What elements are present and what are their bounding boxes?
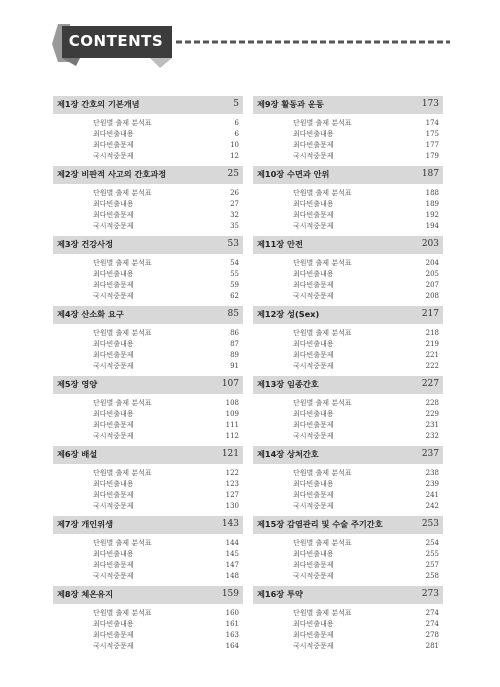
toc-item-label: 국시적중문제 (93, 292, 134, 300)
toc-item-label: 국시적중문제 (293, 362, 334, 370)
toc-item-label: 단원별 출제 분석표 (293, 539, 352, 547)
toc-item-label: 최다빈출문제 (293, 281, 334, 289)
toc-item-page-number: 62 (230, 292, 239, 300)
toc-item-label: 단원별 출제 분석표 (93, 259, 152, 267)
toc-item-label: 최다빈출문제 (93, 281, 134, 289)
toc-item-page-number: 179 (425, 152, 439, 160)
toc-item-page-number: 87 (230, 340, 239, 348)
toc-item-label: 최다빈출내용 (93, 340, 134, 348)
toc-item-page-number: 89 (230, 351, 239, 359)
toc-item-label: 단원별 출제 분석표 (93, 189, 152, 197)
chapter-items (53, 258, 243, 302)
toc-item[interactable] (53, 468, 243, 479)
toc-chapter (253, 236, 443, 306)
toc-item-page-number: 6 (234, 119, 239, 127)
toc-chapter (253, 166, 443, 236)
toc-item-page-number: 188 (425, 189, 439, 197)
toc-item-page-number: 54 (230, 259, 239, 267)
toc-item-page-number: 127 (225, 491, 239, 499)
toc-item-page-number: 164 (225, 642, 239, 650)
chapter-title: 제15장 감염관리 및 수술 주기간호 (257, 519, 383, 529)
toc-item-label: 최다빈출문제 (293, 491, 334, 499)
toc-item-label: 최다빈출내용 (293, 480, 334, 488)
toc-item-page-number: 232 (425, 432, 439, 440)
toc-item[interactable] (253, 118, 443, 129)
toc-item[interactable] (53, 210, 243, 221)
toc-item-page-number: 6 (234, 130, 239, 138)
toc-chapter (253, 306, 443, 376)
chapter-page-number: 5 (233, 99, 239, 109)
chapter-header[interactable] (53, 306, 243, 324)
chapter-title: 제3장 건강사정 (57, 239, 114, 249)
toc-chapter (53, 516, 243, 586)
chapter-items (53, 608, 243, 652)
toc-item[interactable] (253, 538, 443, 549)
toc-item-label: 단원별 출제 분석표 (93, 469, 152, 477)
toc-item-label: 국시적중문제 (293, 152, 334, 160)
page-title: CONTENTS (68, 32, 164, 50)
chapter-page-number: 107 (221, 379, 239, 389)
toc-item-page-number: 26 (230, 189, 239, 197)
chapter-items (53, 398, 243, 442)
toc-item[interactable] (253, 361, 443, 372)
toc-item-page-number: 145 (225, 550, 239, 558)
toc-item[interactable] (253, 431, 443, 442)
chapter-header[interactable] (53, 96, 243, 114)
chapter-title: 제5장 영양 (57, 379, 98, 389)
toc-item[interactable] (253, 608, 443, 619)
toc-item-page-number: 238 (425, 469, 439, 477)
toc-item[interactable] (53, 479, 243, 490)
toc-item-label: 최다빈출내용 (93, 270, 134, 278)
chapter-header[interactable] (253, 166, 443, 184)
toc-item-page-number: 144 (225, 539, 239, 547)
toc-item-page-number: 27 (230, 200, 239, 208)
chapter-items (253, 118, 443, 162)
toc-item-label: 국시적중문제 (293, 222, 334, 230)
toc-item-label: 최다빈출내용 (293, 550, 334, 558)
chapter-page-number: 187 (421, 169, 439, 179)
toc-item[interactable] (253, 339, 443, 350)
toc-item-page-number: 147 (225, 561, 239, 569)
chapter-items (53, 468, 243, 512)
chapter-header[interactable] (53, 236, 243, 254)
toc-item[interactable] (53, 608, 243, 619)
toc-item-label: 국시적중문제 (293, 292, 334, 300)
toc-item[interactable] (53, 431, 243, 442)
chapter-items (53, 188, 243, 232)
toc-item[interactable] (253, 468, 443, 479)
chapter-title: 제7장 개인위생 (57, 519, 114, 529)
toc-item-page-number: 258 (425, 572, 439, 580)
toc-item-label: 국시적중문제 (93, 152, 134, 160)
chapter-header[interactable] (53, 586, 243, 604)
toc-item-page-number: 242 (425, 502, 439, 510)
toc-item-label: 최다빈출내용 (93, 480, 134, 488)
toc-item[interactable] (53, 221, 243, 232)
toc-item-page-number: 208 (425, 292, 439, 300)
toc-item-label: 단원별 출제 분석표 (93, 399, 152, 407)
toc-item[interactable] (53, 641, 243, 652)
toc-item-page-number: 175 (425, 130, 439, 138)
toc-item[interactable] (53, 291, 243, 302)
chapter-page-number: 143 (221, 519, 239, 529)
chapter-items (253, 188, 443, 232)
toc-item-label: 최다빈출내용 (293, 200, 334, 208)
toc-item-label: 최다빈출문제 (293, 631, 334, 639)
toc-item-page-number: 254 (425, 539, 439, 547)
chapter-items (253, 468, 443, 512)
toc-item-page-number: 207 (425, 281, 439, 289)
toc-item-label: 최다빈출문제 (93, 421, 134, 429)
toc-item-page-number: 10 (230, 141, 239, 149)
toc-item[interactable] (253, 398, 443, 409)
toc-item[interactable] (253, 490, 443, 501)
toc-item[interactable] (53, 269, 243, 280)
toc-item-page-number: 177 (425, 141, 439, 149)
toc-item[interactable] (253, 420, 443, 431)
chapter-items (253, 608, 443, 652)
chapter-header[interactable] (253, 446, 443, 464)
toc-item[interactable] (53, 280, 243, 291)
chapter-header[interactable] (253, 376, 443, 394)
toc-item-label: 국시적중문제 (93, 642, 134, 650)
toc-item-page-number: 32 (230, 211, 239, 219)
toc-item-label: 최다빈출문제 (293, 141, 334, 149)
toc-chapter (253, 586, 443, 656)
toc-item-label: 최다빈출내용 (293, 270, 334, 278)
toc-item-page-number: 122 (225, 469, 239, 477)
chapter-header[interactable] (53, 376, 243, 394)
chapter-page-number: 121 (221, 449, 239, 459)
toc-chapter (53, 166, 243, 236)
toc-item[interactable] (53, 420, 243, 431)
toc-item[interactable] (253, 549, 443, 560)
toc-item[interactable] (253, 328, 443, 339)
toc-item[interactable] (53, 118, 243, 129)
toc-item-page-number: 281 (425, 642, 439, 650)
toc-item-page-number: 59 (230, 281, 239, 289)
chapter-header[interactable] (53, 166, 243, 184)
toc-item-label: 최다빈출문제 (93, 211, 134, 219)
chapter-items (253, 328, 443, 372)
toc-chapter (53, 236, 243, 306)
toc-item-page-number: 163 (225, 631, 239, 639)
toc-item-label: 국시적중문제 (93, 362, 134, 370)
toc-item-page-number: 231 (425, 421, 439, 429)
toc-item-label: 국시적중문제 (93, 572, 134, 580)
chapter-page-number: 253 (421, 519, 439, 529)
toc-item-page-number: 194 (425, 222, 439, 230)
toc-item[interactable] (253, 560, 443, 571)
toc-item[interactable] (53, 339, 243, 350)
toc-item-label: 최다빈출문제 (93, 141, 134, 149)
chapter-page-number: 203 (421, 239, 439, 249)
chapter-page-number: 173 (421, 99, 439, 109)
toc-item-label: 국시적중문제 (93, 432, 134, 440)
toc-item-label: 최다빈출내용 (293, 620, 334, 628)
toc-item-page-number: 91 (230, 362, 239, 370)
toc-item-page-number: 257 (425, 561, 439, 569)
toc-item-page-number: 55 (230, 270, 239, 278)
toc-item[interactable] (53, 188, 243, 199)
toc-item[interactable] (253, 619, 443, 630)
toc-item-label: 최다빈출내용 (293, 130, 334, 138)
toc-item-page-number: 239 (425, 480, 439, 488)
toc-item[interactable] (53, 409, 243, 420)
chapter-header[interactable] (253, 586, 443, 604)
toc-item-page-number: 108 (225, 399, 239, 407)
toc-chapter (53, 306, 243, 376)
toc-item[interactable] (253, 291, 443, 302)
toc-item-page-number: 148 (225, 572, 239, 580)
toc-item[interactable] (253, 280, 443, 291)
chapter-page-number: 53 (227, 239, 239, 249)
toc-item-label: 최다빈출문제 (93, 561, 134, 569)
toc-item-page-number: 278 (425, 631, 439, 639)
toc-item[interactable] (253, 210, 443, 221)
toc-item[interactable] (253, 188, 443, 199)
toc-chapter (53, 376, 243, 446)
chapter-title: 제4장 산소화 요구 (57, 309, 124, 319)
toc-item-label: 국시적중문제 (293, 572, 334, 580)
toc-item-label: 최다빈출내용 (93, 200, 134, 208)
toc-item-page-number: 255 (425, 550, 439, 558)
toc-item[interactable] (253, 641, 443, 652)
chapter-title: 제8장 체온유지 (57, 589, 114, 599)
toc-item-page-number: 174 (425, 119, 439, 127)
toc-item-label: 국시적중문제 (93, 502, 134, 510)
toc-item[interactable] (53, 129, 243, 140)
chapter-title: 제14장 상처간호 (257, 449, 319, 459)
toc-item-label: 국시적중문제 (293, 432, 334, 440)
toc-item-label: 단원별 출제 분석표 (93, 119, 152, 127)
toc-item[interactable] (53, 140, 243, 151)
toc-item-label: 국시적중문제 (293, 502, 334, 510)
toc-item-page-number: 111 (225, 421, 239, 429)
chapter-title: 제6장 배설 (57, 449, 98, 459)
toc-item-page-number: 12 (230, 152, 239, 160)
toc-item-page-number: 274 (425, 609, 439, 617)
toc-item-page-number: 112 (225, 432, 239, 440)
toc-item-label: 단원별 출제 분석표 (93, 609, 152, 617)
toc-item-label: 단원별 출제 분석표 (93, 539, 152, 547)
toc-item-label: 최다빈출문제 (293, 211, 334, 219)
toc-item-page-number: 222 (425, 362, 439, 370)
toc-item-page-number: 161 (225, 620, 239, 628)
toc-chapter (253, 376, 443, 446)
toc-item-label: 최다빈출내용 (93, 410, 134, 418)
chapter-page-number: 227 (421, 379, 439, 389)
toc-item[interactable] (253, 409, 443, 420)
toc-item[interactable] (53, 549, 243, 560)
toc-item-label: 최다빈출내용 (93, 550, 134, 558)
toc-item-label: 국시적중문제 (93, 222, 134, 230)
toc-item-label: 단원별 출제 분석표 (93, 329, 152, 337)
chapter-header[interactable] (53, 446, 243, 464)
toc-item-label: 단원별 출제 분석표 (293, 469, 352, 477)
chapter-page-number: 237 (421, 449, 439, 459)
toc-chapter (53, 446, 243, 516)
toc-item-label: 단원별 출제 분석표 (293, 399, 352, 407)
chapter-items (53, 118, 243, 162)
toc-item-label: 최다빈출문제 (93, 491, 134, 499)
toc-item[interactable] (253, 221, 443, 232)
toc-item-label: 최다빈출문제 (293, 561, 334, 569)
toc-chapter (253, 96, 443, 166)
toc-item-label: 최다빈출내용 (93, 620, 134, 628)
toc-item[interactable] (53, 258, 243, 269)
toc-item-page-number: 86 (230, 329, 239, 337)
toc-item[interactable] (53, 151, 243, 162)
toc-item[interactable] (253, 571, 443, 582)
chapter-items (53, 538, 243, 582)
toc-item-label: 최다빈출문제 (293, 351, 334, 359)
toc-item-label: 최다빈출문제 (93, 631, 134, 639)
toc-item-page-number: 204 (425, 259, 439, 267)
chapter-header[interactable] (253, 96, 443, 114)
toc-item-page-number: 123 (225, 480, 239, 488)
chapter-page-number: 25 (227, 169, 239, 179)
toc-item[interactable] (53, 501, 243, 512)
toc-column-left (53, 96, 243, 656)
chapter-title: 제12장 성(Sex) (257, 309, 320, 319)
toc-item[interactable] (53, 571, 243, 582)
chapter-title: 제11장 안전 (257, 239, 303, 249)
toc-item[interactable] (253, 350, 443, 361)
chapter-header[interactable] (253, 236, 443, 254)
chapter-items (53, 328, 243, 372)
chapter-page-number: 273 (421, 589, 439, 599)
chapter-title: 제16장 투약 (257, 589, 303, 599)
toc-item-label: 최다빈출내용 (293, 410, 334, 418)
toc-item-label: 최다빈출문제 (93, 351, 134, 359)
toc-item-page-number: 221 (425, 351, 439, 359)
toc-item[interactable] (253, 630, 443, 641)
contents-banner (0, 0, 500, 80)
toc-item[interactable] (53, 630, 243, 641)
toc-item[interactable] (53, 538, 243, 549)
toc-item[interactable] (253, 151, 443, 162)
toc-column-right (253, 96, 443, 656)
toc-item-label: 단원별 출제 분석표 (293, 259, 352, 267)
toc-item-page-number: 189 (425, 200, 439, 208)
toc-item[interactable] (253, 129, 443, 140)
toc-item-label: 단원별 출제 분석표 (293, 329, 352, 337)
chapter-title: 제13장 임종간호 (257, 379, 319, 389)
toc-item[interactable] (53, 350, 243, 361)
chapter-header[interactable] (253, 516, 443, 534)
toc-item-page-number: 274 (425, 620, 439, 628)
toc-item[interactable] (253, 501, 443, 512)
chapter-page-number: 85 (227, 309, 239, 319)
chapter-page-number: 159 (221, 589, 239, 599)
toc-item-page-number: 205 (425, 270, 439, 278)
toc-item[interactable] (253, 199, 443, 210)
toc-item-label: 최다빈출내용 (93, 130, 134, 138)
toc-item-page-number: 241 (425, 491, 439, 499)
toc-item-page-number: 228 (425, 399, 439, 407)
toc-item-page-number: 229 (425, 410, 439, 418)
toc-item[interactable] (253, 140, 443, 151)
toc-item-label: 최다빈출내용 (293, 340, 334, 348)
toc-item[interactable] (253, 479, 443, 490)
toc-item-page-number: 130 (225, 502, 239, 510)
toc-chapter (253, 516, 443, 586)
chapter-page-number: 217 (421, 309, 439, 319)
toc-item-page-number: 109 (225, 410, 239, 418)
toc-item-page-number: 192 (425, 211, 439, 219)
toc-item-label: 단원별 출제 분석표 (293, 609, 352, 617)
chapter-title: 제9장 활동과 운동 (257, 99, 324, 109)
toc-item[interactable] (53, 328, 243, 339)
toc-item[interactable] (253, 258, 443, 269)
chapter-title: 제1장 간호의 기본개념 (57, 99, 140, 109)
toc-item[interactable] (53, 398, 243, 409)
toc-item-page-number: 218 (425, 329, 439, 337)
chapter-title: 제2장 비판적 사고의 간호과정 (57, 169, 167, 179)
toc-item[interactable] (53, 490, 243, 501)
chapter-title: 제10장 수면과 안위 (257, 169, 330, 179)
toc-item-label: 단원별 출제 분석표 (293, 189, 352, 197)
toc-item-page-number: 219 (425, 340, 439, 348)
toc-item[interactable] (53, 619, 243, 630)
toc-chapter (53, 96, 243, 166)
toc-item[interactable] (53, 560, 243, 571)
toc-chapter (253, 446, 443, 516)
toc-item[interactable] (53, 361, 243, 372)
toc-chapter (53, 586, 243, 656)
toc-item-label: 국시적중문제 (293, 642, 334, 650)
toc-item[interactable] (53, 199, 243, 210)
toc-item[interactable] (253, 269, 443, 280)
toc-item-label: 최다빈출문제 (293, 421, 334, 429)
toc-item-page-number: 35 (230, 222, 239, 230)
chapter-header[interactable] (253, 306, 443, 324)
toc-item-label: 단원별 출제 분석표 (293, 119, 352, 127)
chapter-header[interactable] (53, 516, 243, 534)
chapter-items (253, 258, 443, 302)
toc-item-page-number: 160 (225, 609, 239, 617)
chapter-items (253, 538, 443, 582)
chapter-items (253, 398, 443, 442)
